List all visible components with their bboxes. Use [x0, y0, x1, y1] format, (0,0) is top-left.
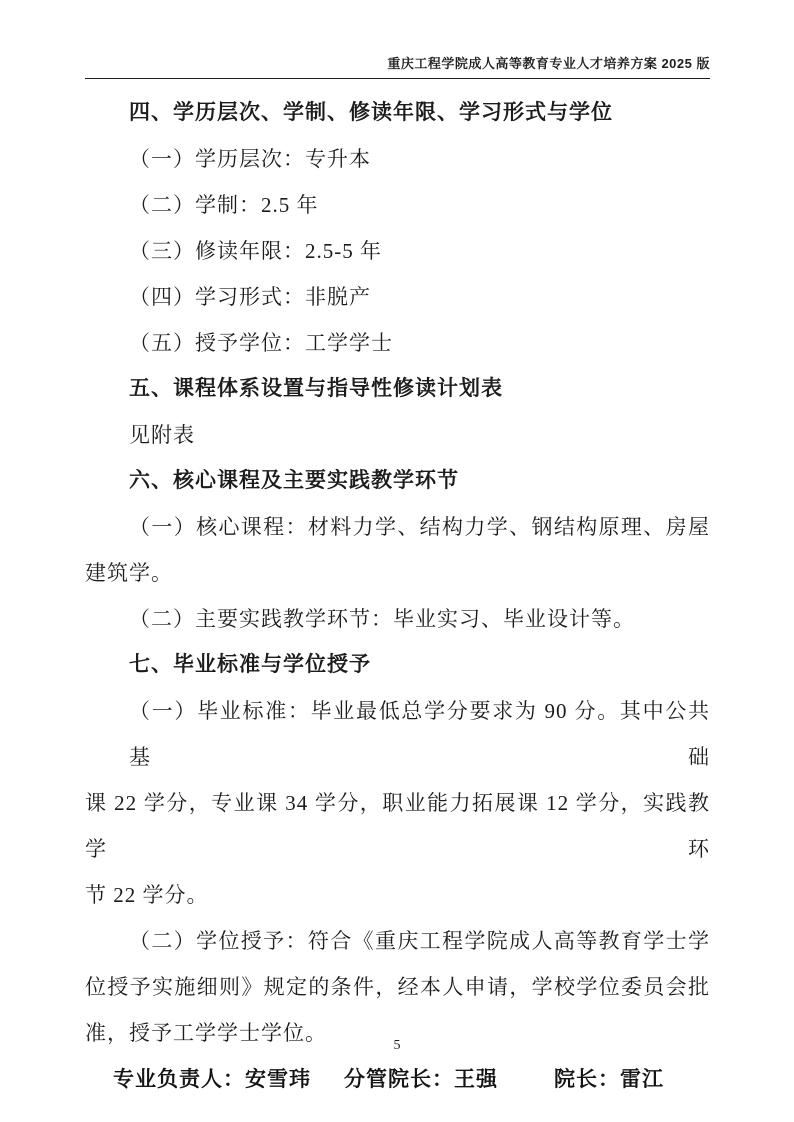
- paragraph-graduation-standard-line-1: （一）毕业标准：毕业最低总学分要求为 90 分。其中公共基础: [129, 699, 710, 769]
- page-header: [85, 0, 710, 79]
- page-number: 5: [393, 1038, 401, 1053]
- paragraph-core-courses-line-1: （一）核心课程：材料力学、结构力学、钢结构原理、房屋: [129, 515, 710, 539]
- section-heading-7: 七、毕业标准与学位授予: [129, 653, 371, 676]
- section-heading-6: 六、核心课程及主要实践教学环节: [129, 469, 459, 492]
- paragraph-see-appendix: 见附表: [129, 423, 195, 447]
- list-item-schooling-length: （二）学制：2.5 年: [129, 193, 319, 217]
- list-item-degree-awarded: （五）授予学位：工学学士: [129, 331, 393, 355]
- signature-dean: 院长：雷江: [554, 1067, 664, 1091]
- list-item-degree-level: （一）学历层次：专升本: [129, 147, 371, 171]
- paragraph-graduation-standard-line-3: 节 22 学分。: [85, 883, 209, 907]
- paragraph-practice-teaching: （二）主要实践教学环节：毕业实习、毕业设计等。: [129, 607, 635, 631]
- paragraph-degree-award-line-1: （二）学位授予：符合《重庆工程学院成人高等教育学士学: [129, 929, 710, 953]
- list-item-study-form: （四）学习形式：非脱产: [129, 285, 371, 309]
- paragraph-core-courses-line-2: 建筑学。: [85, 561, 173, 585]
- signature-deputy-dean: 分管院长：王强: [344, 1067, 498, 1091]
- section-heading-5: 五、课程体系设置与指导性修读计划表: [129, 377, 503, 400]
- signature-program-director: 专业负责人：安雪玮: [113, 1067, 311, 1091]
- signature-row: [85, 1056, 710, 1102]
- paragraph-degree-award-line-3: 准，授予工学学士学位。: [85, 1021, 327, 1045]
- header-title: 重庆工程学院成人高等教育专业人才培养方案 2025 版: [387, 56, 710, 71]
- section-heading-4: 四、学历层次、学制、修读年限、学习形式与学位: [129, 101, 613, 124]
- paragraph-graduation-standard-line-2: 课 22 学分，专业课 34 学分，职业能力拓展课 12 学分，实践教学环: [85, 791, 710, 861]
- paragraph-degree-award-line-2: 位授予实施细则》规定的条件，经本人申请，学校学位委员会批: [85, 975, 710, 999]
- document-body: [85, 90, 710, 1102]
- list-item-study-years: （三）修读年限：2.5-5 年: [129, 239, 382, 263]
